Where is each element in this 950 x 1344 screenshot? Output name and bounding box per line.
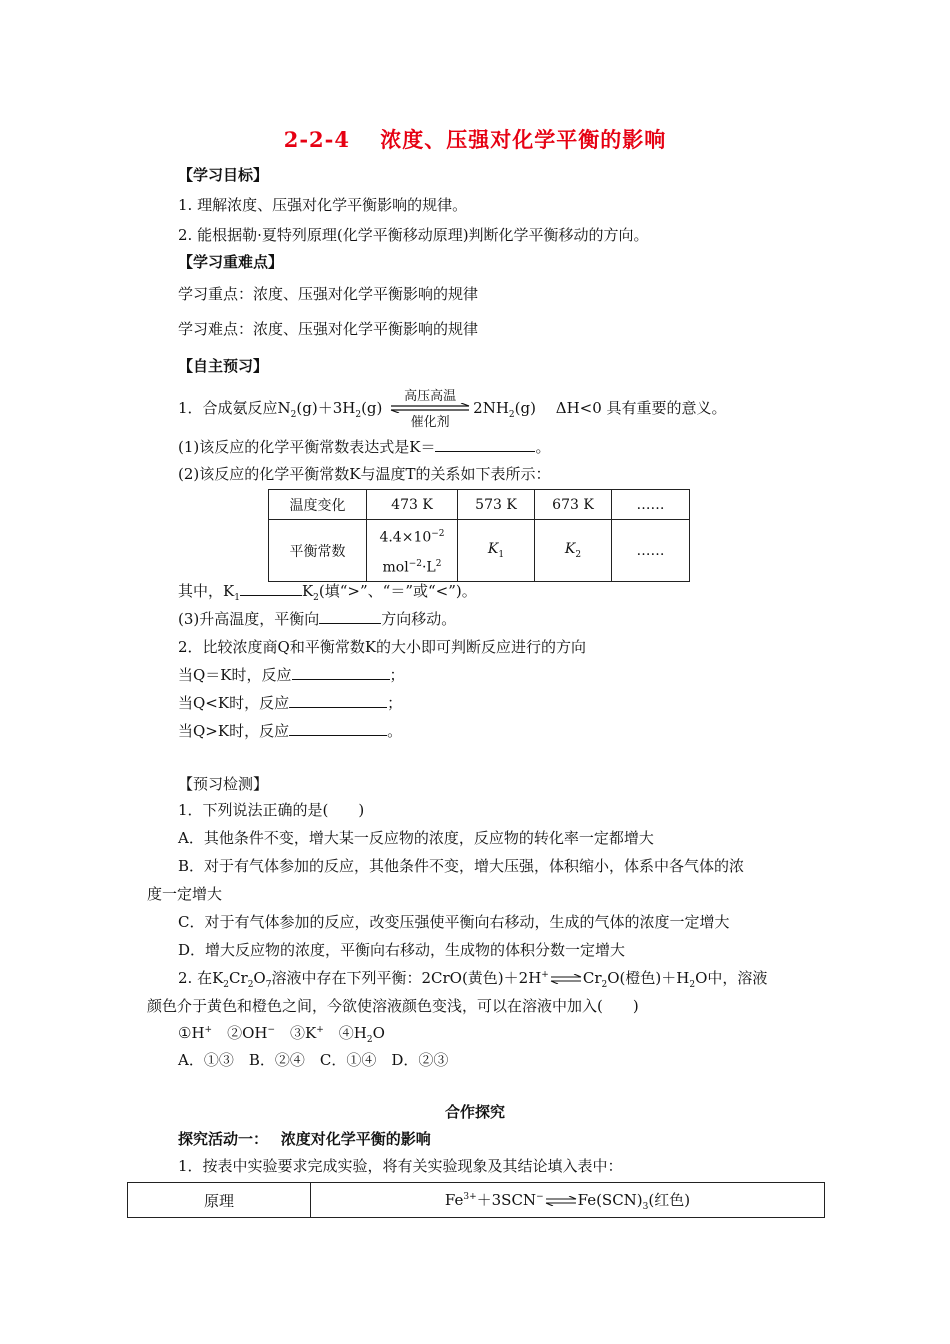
check-q1-option-c: C．对于有气体参加的反应，改变压强使平衡向右移动，生成的气体的浓度一定增大	[178, 913, 730, 931]
table-row-label: 原理	[128, 1183, 311, 1218]
explore-activity-title: 探究活动一： 浓度对化学平衡的影响	[178, 1130, 431, 1148]
equilibrium-arrow-icon	[544, 1196, 578, 1206]
superscript: −	[536, 1191, 544, 1202]
table-header-cell: 温度变化	[269, 490, 367, 520]
text: Cr	[229, 969, 248, 987]
page-title: 2-2-4 浓度、压强对化学平衡的影响	[283, 127, 667, 152]
check-q1-option-b-line1: B．对于有气体参加的反应，其他条件不变，增大压强，体积缩小，体系中各气体的浓	[178, 857, 745, 875]
superscript: +	[316, 1025, 324, 1035]
text: 其中，K	[178, 582, 235, 600]
check-question-2	[178, 967, 767, 990]
text: ＋3SCN	[476, 1190, 537, 1209]
text: O	[253, 969, 266, 987]
subscript: 7	[265, 980, 272, 990]
reaction-condition-top: 高压高温	[404, 389, 457, 404]
k-symbol: K	[564, 541, 576, 558]
q2-case-equal	[178, 664, 405, 685]
superscript: +	[204, 1025, 213, 1035]
text: Cr	[582, 969, 602, 987]
table-header-cell: 473 K	[367, 490, 458, 520]
text: 当Q<K时，反应	[178, 694, 290, 712]
preview-heading: 【自主预习】	[178, 357, 269, 375]
superscript: 3+	[463, 1191, 477, 1202]
q2-case-less	[178, 692, 402, 713]
experiment-table	[127, 1182, 825, 1218]
subscript: 2	[601, 980, 608, 990]
text: 2. 在K	[178, 969, 224, 987]
preview-question-1	[178, 389, 727, 430]
text: 当Q>K时，反应	[178, 722, 290, 740]
table-cell-k2	[535, 520, 612, 582]
superscript: −2	[431, 529, 445, 539]
goal-item-2: 2. 能根据勒·夏特列原理(化学平衡移动原理)判断化学平衡移动的方向。	[178, 226, 649, 244]
key-points-heading: 【学习重难点】	[178, 253, 284, 271]
text: (3)升高温度，平衡向	[178, 610, 320, 628]
check-q1-option-a: A．其他条件不变，增大某一反应物的浓度，反应物的转化率一定都增大	[178, 829, 654, 847]
text: ①H	[178, 1024, 205, 1042]
check-q2-line2: 颜色介于黄色和橙色之间，今欲使溶液颜色变浅，可以在溶液中加入( )	[147, 997, 639, 1015]
check-q1-option-b-line2: 度一定增大	[147, 885, 223, 903]
answer-blank[interactable]	[240, 581, 302, 596]
subscript: 2	[575, 550, 582, 561]
k-temperature-table	[268, 489, 690, 582]
answer-blank[interactable]	[292, 665, 390, 680]
table-header-cell: 673 K	[535, 490, 612, 520]
text: 溶液中存在下列平衡：2CrO(黄色)＋2H	[271, 969, 542, 987]
text: ④H	[323, 1024, 367, 1042]
q2-case-greater	[178, 720, 402, 741]
value-part: ·L	[421, 559, 436, 576]
text: O中，溶液	[695, 969, 768, 987]
key-point-difficulty: 学习难点：浓度、压强对化学平衡影响的规律	[178, 320, 479, 338]
text: 方向移动。	[381, 610, 457, 628]
value-part: mol	[382, 559, 409, 576]
goal-item-1: 1. 理解浓度、压强对化学平衡影响的规律。	[178, 196, 468, 214]
q1-suffix: (g) ΔH<0 具有重要的意义。	[514, 399, 727, 417]
period: 。	[535, 438, 551, 456]
explore-heading: 合作探究	[444, 1103, 505, 1121]
text: ③K	[275, 1024, 317, 1042]
subscript: 2	[355, 410, 362, 420]
q1-mid: (g)＋3H	[296, 399, 356, 417]
subscript: 2	[223, 980, 230, 990]
value-part: 4.4×10	[379, 529, 432, 546]
subscript: 1	[498, 550, 505, 561]
text: (红色)	[648, 1190, 691, 1209]
text: K	[301, 582, 314, 600]
answer-blank[interactable]	[289, 721, 387, 736]
superscript: −	[267, 1025, 276, 1035]
answer-blank[interactable]	[319, 609, 381, 624]
subscript: 2	[689, 980, 696, 990]
subscript: 1	[234, 593, 240, 603]
q1-part-2-compare	[178, 580, 477, 603]
explore-question-1: 1．按表中实验要求完成实验，将有关实验现象及其结论填入表中：	[178, 1157, 623, 1175]
table-row-label: 平衡常数	[269, 520, 367, 582]
table-header-cell: ……	[612, 490, 690, 520]
text: Fe	[444, 1190, 464, 1209]
subscript: 2	[247, 980, 254, 990]
check-heading: 【预习检测】	[178, 775, 269, 793]
text: 当Q＝K时，反应	[178, 666, 292, 684]
goals-heading: 【学习目标】	[178, 166, 269, 184]
reaction-cell	[311, 1183, 825, 1218]
text: 。	[387, 722, 403, 740]
q1-part-1	[178, 436, 550, 457]
check-q2-reagents	[178, 1022, 385, 1045]
q1-mid2: (g)	[361, 399, 383, 417]
subscript: 2	[290, 410, 297, 420]
text: (填“>”、“＝”或“<”)。	[318, 582, 477, 600]
k-symbol: K	[487, 541, 499, 558]
text: Fe(SCN)	[577, 1190, 643, 1209]
table-header-cell: 573 K	[458, 490, 535, 520]
table-cell-dots: ……	[612, 520, 690, 582]
check-question-1: 1．下列说法正确的是( )	[178, 801, 365, 819]
subscript: 3	[642, 1201, 649, 1212]
subscript: 2	[366, 1035, 373, 1045]
superscript: 2	[435, 558, 442, 569]
reaction-condition-bottom: 催化剂	[410, 415, 450, 430]
superscript: +	[541, 970, 549, 980]
answer-blank[interactable]	[435, 437, 535, 452]
q1-part-2: (2)该反应的化学平衡常数K与温度T的关系如下表所示：	[178, 465, 551, 483]
reaction-arrow	[389, 389, 471, 430]
preview-question-2: 2．比较浓度商Q和平衡常数K的大小即可判断反应进行的方向	[178, 638, 587, 656]
text: ；	[387, 694, 403, 712]
table-cell-k1	[458, 520, 535, 582]
text: ②OH	[212, 1024, 268, 1042]
text: O(橙色)＋H	[607, 969, 690, 987]
equilibrium-arrow-icon	[549, 974, 583, 984]
q1-part-1-text: (1)该反应的化学平衡常数表达式是K＝	[178, 438, 436, 456]
q1-prefix: 1．合成氨反应N	[178, 399, 291, 417]
subscript: 2	[313, 593, 319, 603]
subscript: 2	[508, 410, 515, 420]
superscript: −2	[408, 558, 422, 569]
text: ；	[389, 666, 405, 684]
q1-product: 2NH	[473, 399, 509, 417]
answer-blank[interactable]	[289, 693, 387, 708]
table-cell-k473	[367, 520, 458, 582]
key-point-focus: 学习重点：浓度、压强对化学平衡影响的规律	[178, 285, 479, 303]
check-q2-choices: A．①③ B．②④ C．①④ D．②③	[178, 1051, 449, 1069]
q1-part-3	[178, 608, 456, 629]
text: O	[372, 1024, 385, 1042]
check-q1-option-d: D．增大反应物的浓度，平衡向右移动，生成物的体积分数一定增大	[178, 941, 626, 959]
